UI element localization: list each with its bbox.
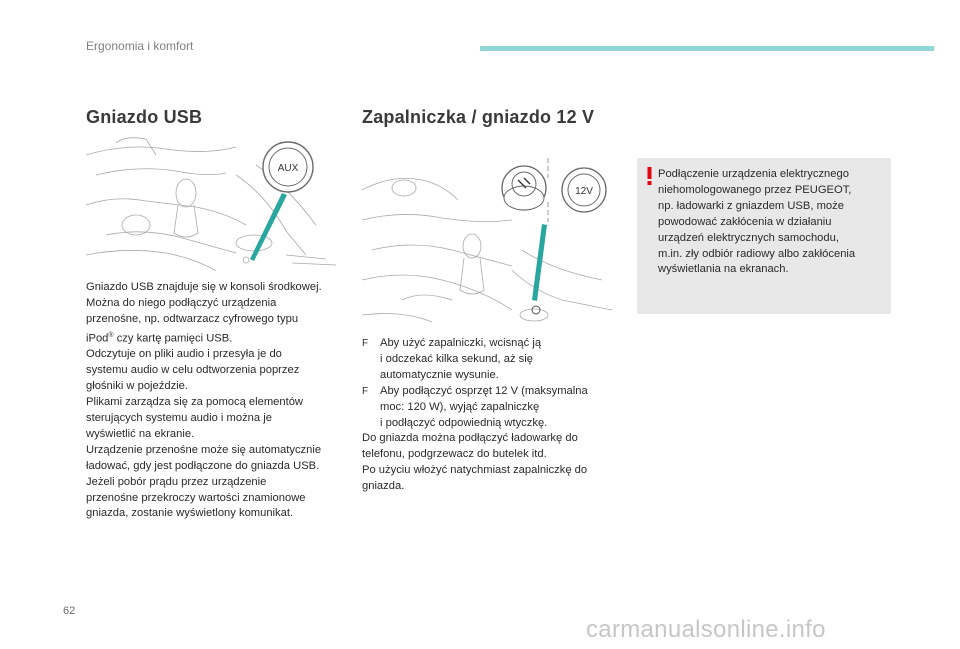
section-header: Ergonomia i komfort <box>86 39 194 53</box>
warning-exclamation-icon <box>647 167 652 185</box>
usb-description <box>86 280 348 522</box>
page-number: 62 <box>63 605 76 617</box>
usb-illustration <box>86 135 338 271</box>
usb-line: Plikami zarządza się za pomocą elementów <box>86 396 304 409</box>
bullet-marker-icon: F <box>362 338 369 349</box>
bullet-line: i odczekać kilka sekund, aż się <box>380 352 533 365</box>
lighter-line: telefonu, podgrzewacz do butelek itd. <box>362 448 547 461</box>
bullet-line: moc: 120 W), wyjąć zapalniczkę <box>380 400 540 413</box>
warning-line: Podłączenie urządzenia elektrycznego <box>658 168 849 180</box>
lighter-line: Po użyciu włożyć natychmiast zapalniczkę do <box>362 464 588 477</box>
watermark: carmanualsonline.info <box>586 616 826 643</box>
usb-line: ładować, gdy jest podłączone do gniazda USB. <box>86 459 320 472</box>
usb-line: Odczytuje on pliki audio i przesyła je do <box>86 348 282 361</box>
header-accent-bar <box>480 46 934 51</box>
warning-line: urządzeń elektrycznych samochodu, <box>658 231 839 244</box>
aux-icon-label: AUX <box>277 163 299 174</box>
usb-line: Urządzenie przenośne może się automatycznie <box>86 443 322 456</box>
usb-line: wyświetlić na ekranie. <box>86 427 195 440</box>
usb-line: Jeżeli pobór prądu przez urządzenie <box>86 475 267 488</box>
bullet-line: automatycznie wysunie. <box>380 368 499 381</box>
lighter-illustration <box>362 150 614 330</box>
usb-line: Można do niego podłączyć urządzenia <box>86 296 277 309</box>
usb-line <box>86 328 348 348</box>
usb-title: Gniazdo USB <box>86 107 203 127</box>
usb-line: sterujących systemu audio i można je <box>86 411 272 424</box>
lighter-line: Do gniazda można podłączyć ładowarkę do <box>362 432 578 445</box>
warning-box <box>637 158 891 314</box>
12v-icon-label: 12V <box>575 186 593 197</box>
lighter-instructions <box>362 336 627 495</box>
warning-line: powodować zakłócenia w działaniu <box>658 215 832 228</box>
lighter-title: Zapalniczka / gniazdo 12 V <box>362 107 595 127</box>
bullet-line: i podłączyć odpowiednią wtyczkę. <box>380 416 548 429</box>
usb-line: Gniazdo USB znajduje się w konsoli środkowej. <box>86 281 322 293</box>
warning-line: m.in. zły odbiór radiowy albo zakłócenia <box>658 247 856 260</box>
bullet-connect-accessory <box>362 384 627 432</box>
usb-line: przenośne przekroczy wartości znamionowe <box>86 491 306 504</box>
usb-line: głośniki w pojeździe. <box>86 380 188 393</box>
warning-text <box>658 167 886 278</box>
lighter-line: gniazda. <box>362 480 405 493</box>
warning-line: np. ładowarki z gniazdem USB, może <box>658 199 844 212</box>
usb-line: systemu audio w celu odtworzenia poprzez <box>86 364 300 377</box>
usb-line-rest: czy kartę pamięci USB. <box>116 332 233 345</box>
bullet-line: Aby użyć zapalniczki, wcisnąć ją <box>380 337 542 349</box>
usb-line: gniazda, zostanie wyświetlony komunikat. <box>86 507 294 520</box>
usb-line: przenośne, np. odtwarzacz cyfrowego typu <box>86 312 299 325</box>
warning-line: niehomologowanego przez PEUGEOT, <box>658 183 852 196</box>
registered-mark: ® <box>108 331 114 339</box>
warning-line: wyświetlania na ekranach. <box>658 263 789 276</box>
bullet-line: Aby podłączyć osprzęt 12 V (maksymalna <box>380 384 588 397</box>
bullet-marker-icon: F <box>362 385 369 397</box>
ipod-text: iPod <box>86 332 109 345</box>
bullet-use-lighter <box>362 336 627 384</box>
